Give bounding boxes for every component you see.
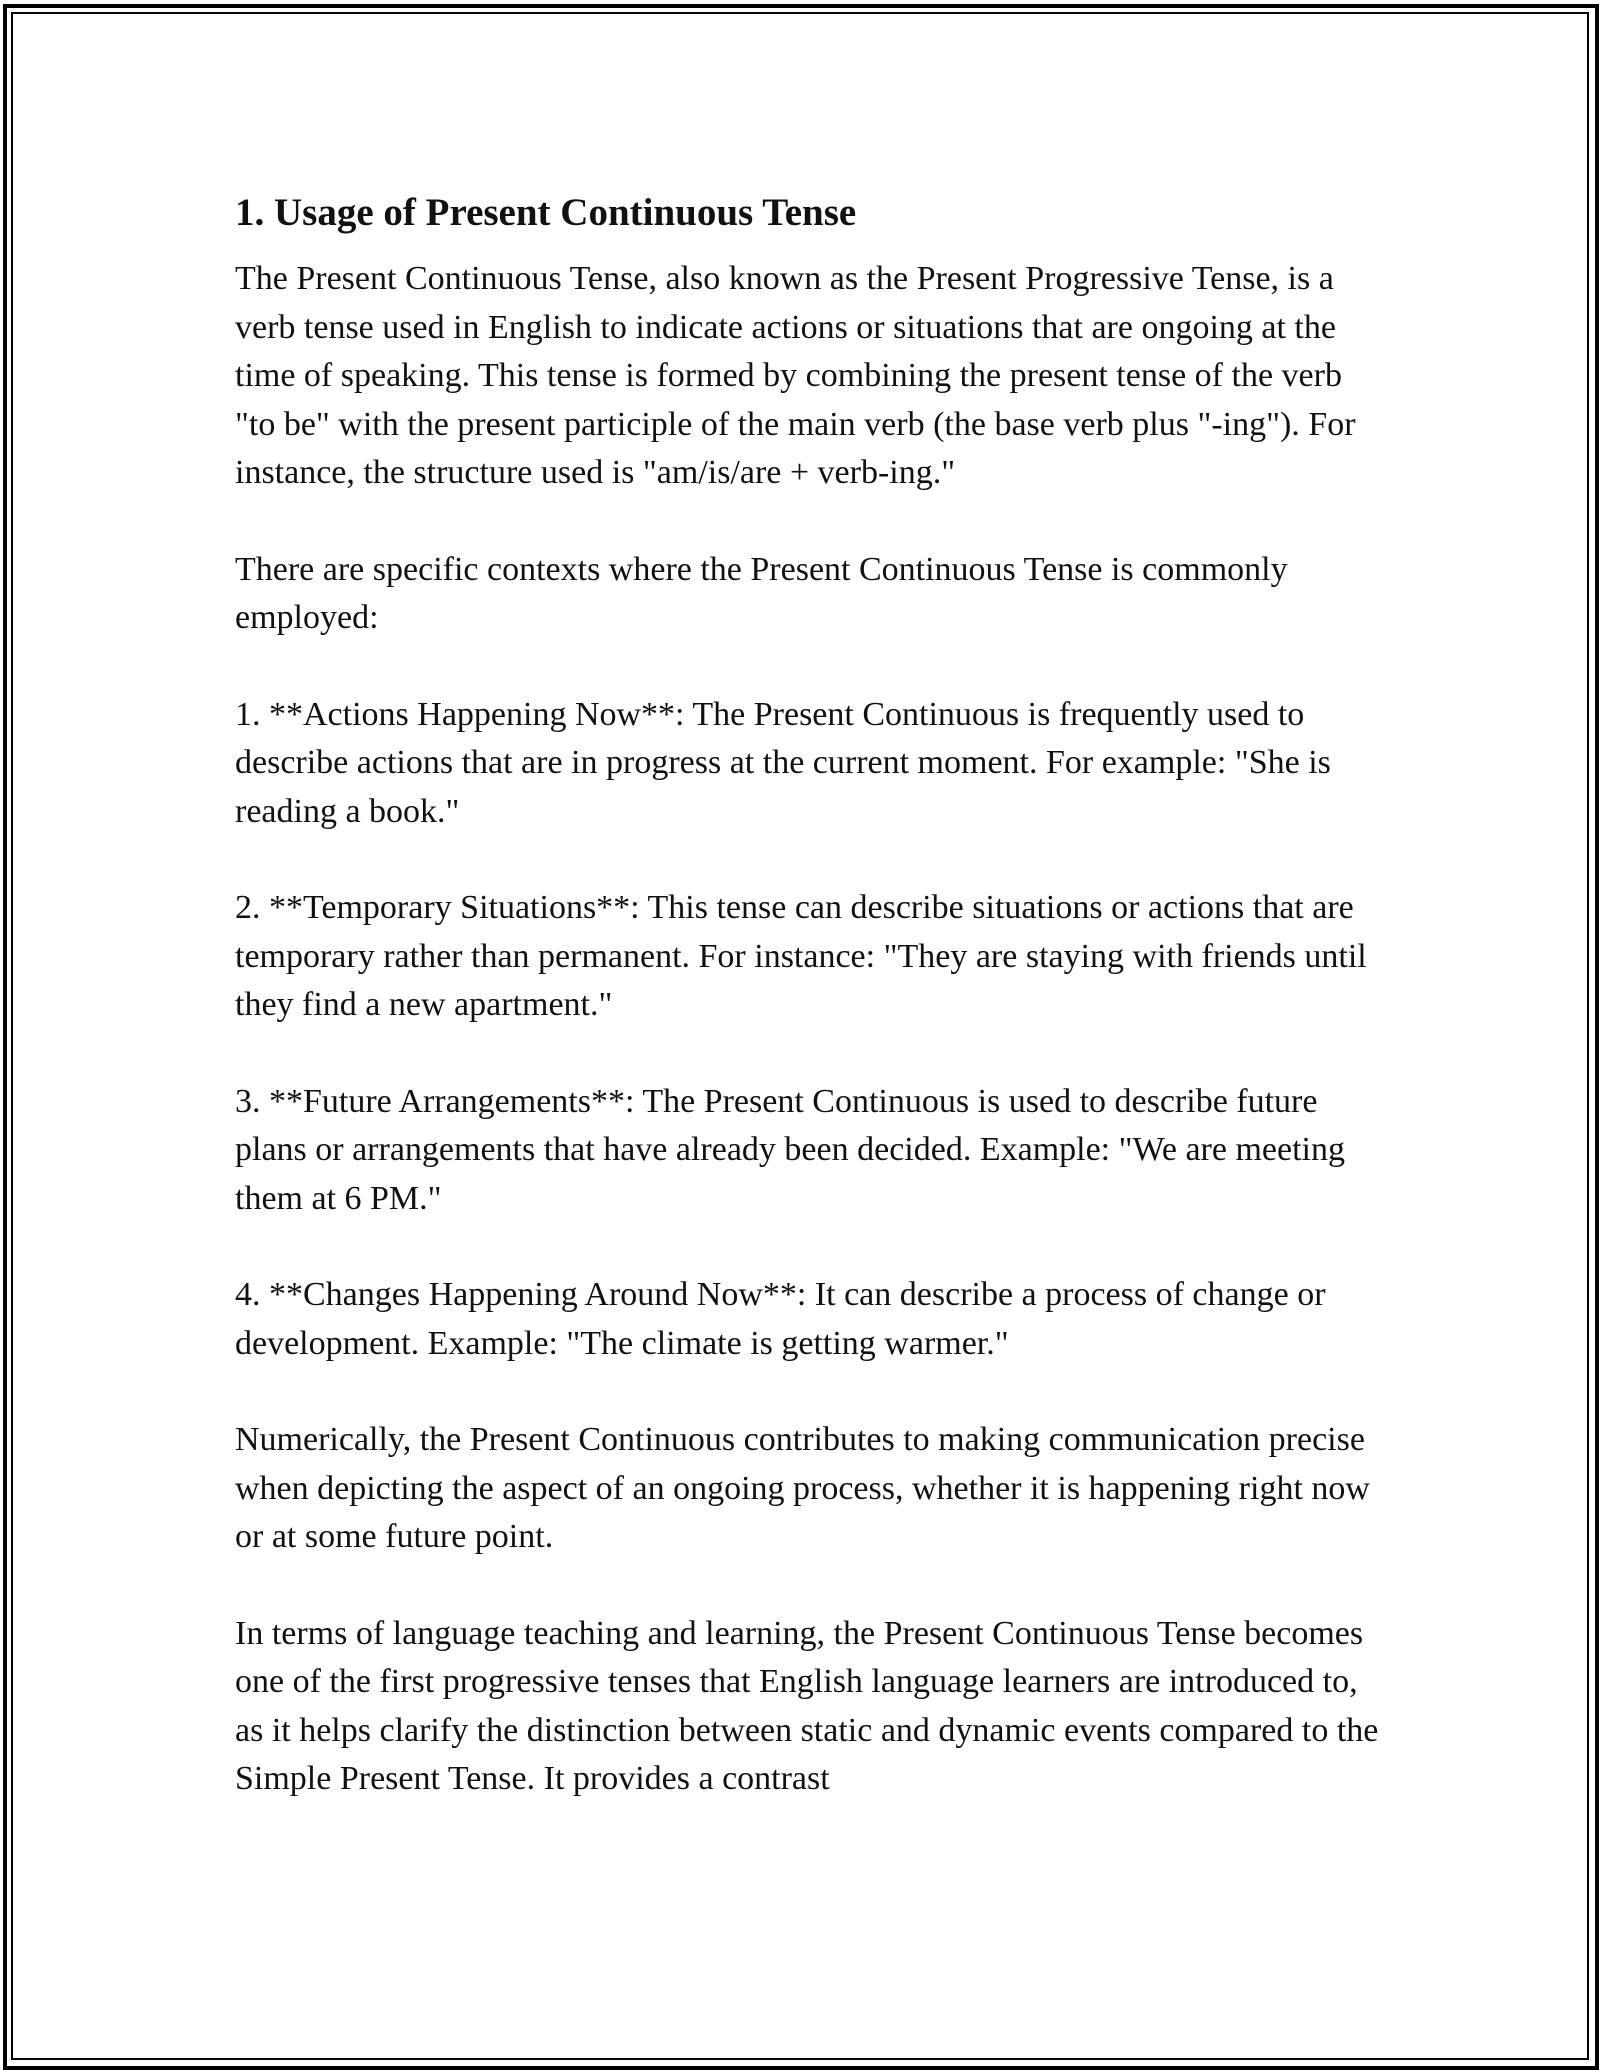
paragraph-definition: The Present Continuous Tense, also known as the Present Progressive Tense, is a verb tense used in English to indicate actions or situations that are ongoing at the time of speaking. This tense is formed by combining the present tense of the verb "to be" with the present participle of the main verb (the base verb plus "-ing"). For instance, the structure used is "am/is/are + verb-ing.": [235, 260, 1356, 491]
paragraph-contexts-intro: There are specific contexts where the Present Continuous Tense is commonly employed:: [235, 550, 1288, 636]
document-body: [235, 183, 1385, 1852]
paragraph-teaching: In terms of language teaching and learning, the Present Continuous Tense becomes one of the first progressive tenses that English language learners are introduced to, as it helps clarify the distinction between static and dynamic events compared to the Simple Present Tense. It provides a contrast: [235, 1614, 1379, 1797]
list-item-future-arrangements: 3. **Future Arrangements**: The Present Continuous is used to describe future plans or arrangements that have already been decided. Example: "We are meeting them at 6 PM.": [235, 1082, 1345, 1217]
list-item-changes-around-now: 4. **Changes Happening Around Now**: It can describe a process of change or development. Example: "The climate is getting warmer.": [235, 1276, 1326, 1362]
list-item-temporary-situations: 2. **Temporary Situations**: This tense can describe situations or actions that are temporary rather than permanent. For instance: "They are staying with friends until they find a new apartment.": [235, 889, 1367, 1023]
section-heading: 1. Usage of Present Continuous Tense: [235, 191, 857, 234]
list-item-actions-now: 1. **Actions Happening Now**: The Present Continuous is frequently used to describe actions that are in progress at the current moment. For example: "She is reading a book.": [235, 695, 1331, 830]
paragraph-precision: Numerically, the Present Continuous contributes to making communication precise when depicting the aspect of an ongoing process, whether it is happening right now or at some future point.: [235, 1421, 1370, 1555]
